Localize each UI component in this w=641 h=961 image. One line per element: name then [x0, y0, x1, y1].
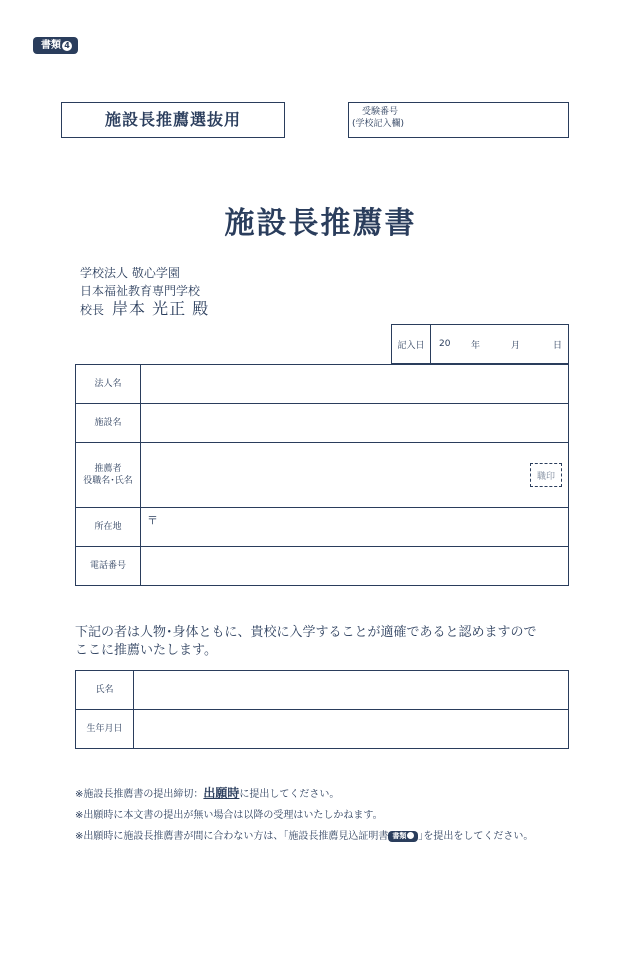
- badge-number: 4: [62, 41, 72, 51]
- address-label: 所在地: [76, 508, 141, 547]
- date-month-label: 月: [511, 340, 521, 351]
- corp-name-label: 法人名: [76, 365, 141, 404]
- facility-name-label: 施設名: [76, 404, 141, 443]
- recommender-field[interactable]: [141, 443, 569, 508]
- addressee-block: [80, 264, 209, 319]
- statement-line1: 下記の者は人物･身体ともに、貴校に入学することが適確であると認めますので: [75, 625, 537, 640]
- recommendation-statement: [75, 624, 575, 660]
- selection-type-label: 施設長推薦選抜用: [104, 110, 241, 129]
- applicant-form: [75, 670, 569, 749]
- date-year-label: 年: [471, 340, 481, 351]
- page-title: 施設長推薦書: [224, 206, 417, 241]
- exam-number-label: 受験番号: [362, 107, 399, 117]
- selection-type-box: [61, 102, 285, 138]
- exam-number-box[interactable]: [348, 102, 569, 138]
- entry-date-label: 記入日: [392, 325, 431, 363]
- badge-label: 書類: [41, 40, 61, 51]
- facility-name-field[interactable]: [141, 404, 569, 443]
- note3-badge-label: 書類: [392, 832, 407, 840]
- note3-post: ｣を提出をしてください。: [418, 831, 534, 842]
- recommender-label-line1: 推薦者: [94, 464, 122, 474]
- exam-number-note: (学校記入欄): [352, 119, 405, 129]
- note1-strong: 出願時: [203, 786, 240, 800]
- recommender-form: [75, 364, 569, 586]
- statement-line2: ここに推薦いたします。: [75, 643, 217, 658]
- addressee-role: 校長: [80, 303, 105, 317]
- date-era: 20: [439, 339, 451, 349]
- addressee-school: 日本福祉教育専門学校: [80, 284, 201, 298]
- note1-pre: ※施設長推薦書の提出締切：: [75, 789, 204, 800]
- recommender-label-line2: 役職名･氏名: [83, 476, 133, 486]
- official-seal-box: 職印: [530, 463, 562, 487]
- note3-doc-badge: [388, 831, 418, 842]
- notes-block: [75, 783, 533, 847]
- document-badge: [33, 37, 78, 54]
- recommender-label: [76, 443, 141, 508]
- birthdate-field[interactable]: [134, 710, 569, 749]
- note3-pre: ※出願時に施設長推薦書が間に合わない方は、｢施設長推薦見込証明書: [75, 831, 389, 842]
- note-no-submission: ※出願時に本文書の提出が無い場合は以降の受理はいたしかねます。: [75, 810, 383, 821]
- note3-badge-number: [407, 832, 414, 839]
- entry-date-box[interactable]: [391, 324, 569, 364]
- postal-mark: 〒: [147, 514, 158, 527]
- applicant-name-field[interactable]: [134, 671, 569, 710]
- applicant-name-label: 氏名: [76, 671, 134, 710]
- corp-name-field[interactable]: [141, 365, 569, 404]
- note-late-submission: [75, 826, 533, 847]
- phone-label: 電話番号: [76, 547, 141, 586]
- note-deadline: [75, 783, 533, 805]
- phone-field[interactable]: [141, 547, 569, 586]
- address-field[interactable]: [141, 508, 569, 547]
- addressee-corporation: 学校法人 敬心学園: [80, 266, 180, 280]
- date-day-label: 日: [553, 340, 563, 351]
- note1-post: に提出してください。: [239, 789, 340, 800]
- addressee-name: 岸本 光正 殿: [112, 299, 210, 318]
- birthdate-label: 生年月日: [76, 710, 134, 749]
